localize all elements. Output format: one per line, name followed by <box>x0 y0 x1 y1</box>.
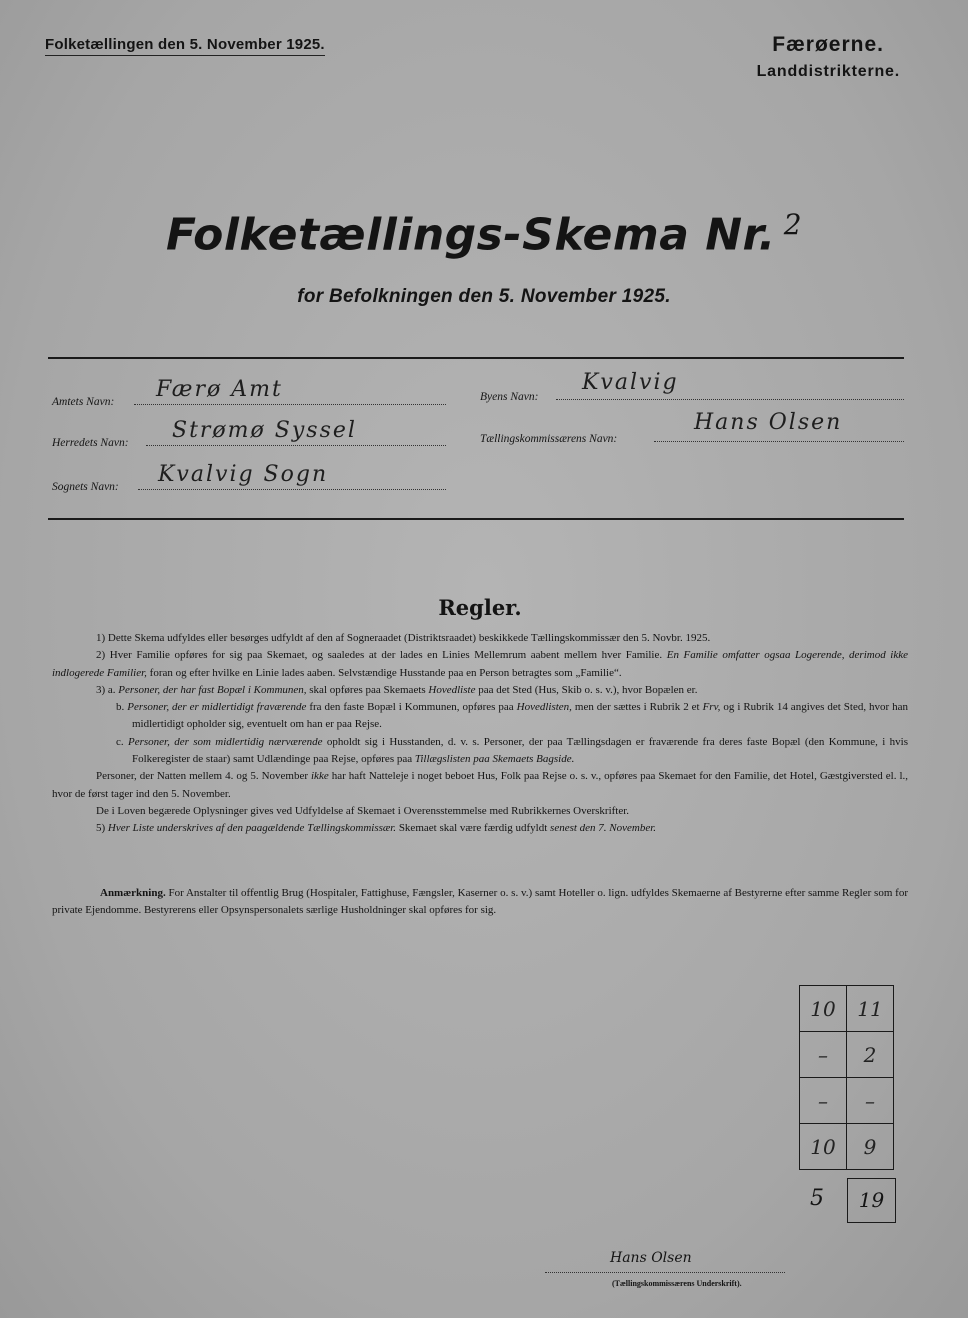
remark-label: Anmærkning. <box>100 887 166 899</box>
form-title-text: Folketællings-Skema Nr. <box>165 209 776 261</box>
tally-row <box>800 1124 894 1170</box>
kommissaer-label: Tællingskommissærens Navn: <box>480 433 618 445</box>
rule-5-text-a: Hver Liste underskrives af den paagældende Tællingskommissær. <box>107 822 397 835</box>
rule-4 <box>52 768 908 803</box>
rule-4-text-b: ikke <box>311 770 329 783</box>
rules-heading: Regler. <box>438 595 522 620</box>
tally-cell[interactable]: 11 <box>847 986 894 1032</box>
tally-cell[interactable]: – <box>800 1078 847 1124</box>
rule-2-text-a: 2) Hver Familie opføres for sig paa Skemaet, og saaledes at der lades en Linies Mellemrum aabent mellem hver Familie. <box>96 649 663 662</box>
rules-body <box>52 630 908 838</box>
signature-line[interactable] <box>545 1272 785 1273</box>
by-value: Kvalvig <box>582 370 679 395</box>
rule-3c-text-b: opholdt sig i Husstanden, d. v. s. Personer, der paa Tællingsdagen er fraværende fra deres faste Bopæl (den Kommune, i hvis Folkeregister de staar) samt Udlændinge paa Rejse, opføres paa <box>132 735 909 766</box>
tally-row <box>800 1078 894 1124</box>
tally-extra-left: 5 <box>810 1186 824 1211</box>
form-subtitle: for Befolkningen den 5. November 1925. <box>297 286 671 307</box>
sogn-field[interactable] <box>138 462 446 490</box>
amt-value: Færø Amt <box>156 377 283 402</box>
rule-3b <box>52 699 908 734</box>
kommissaer-value: Hans Olsen <box>694 410 843 435</box>
herred-field[interactable] <box>146 418 446 446</box>
rule-4-text-c: har haft Natteleje i noget beboet Hus, Folk paa Rejse o. s. v., opføres paa Skemaet for den Familie, det Hotel, Gæstgiversted el. l., hvor de først tager ind den 5. November. <box>52 770 909 800</box>
sogn-value: Kvalvig Sogn <box>158 462 329 487</box>
rule-3b-text-a: Personer, der er midlertidigt fraværende <box>127 701 307 714</box>
signature-handwritten: Hans Olsen <box>610 1250 692 1266</box>
rule-3a-text-b: skal opføres paa Skemaets <box>309 683 426 696</box>
rule-4-note: De i Loven begærede Oplysninger gives ved Udfyldelse af Skemaet i Overensstemmelse med Rubrikkernes Overskrifter. <box>96 804 630 817</box>
tally-row <box>800 1032 894 1078</box>
rule-3c-num: c. <box>116 735 124 748</box>
rule-3b-num: b. <box>116 701 125 714</box>
rule-3b-text-d: men der sættes i Rubrik 2 et <box>574 701 700 714</box>
tally-cell[interactable]: 10 <box>800 1124 847 1170</box>
header-region: Færøerne. <box>772 33 884 56</box>
rule-3c-text-c: Tillægslisten paa Skemaets Bagside. <box>414 753 575 766</box>
tally-grid <box>799 985 894 1170</box>
rule-3a-text-c: Hovedliste <box>428 683 476 696</box>
tally-cell[interactable]: – <box>800 1032 847 1078</box>
tally-cell[interactable]: 2 <box>847 1032 894 1078</box>
rule-2-text-c: foran og efter hvilke en Linie lades aaben. Selvstændige Husstande paa en Person betragtes som „Familie“. <box>149 666 622 679</box>
rule-3a-text-d: paa det Sted (Hus, Skib o. s. v.), hvor Bopælen er. <box>478 683 698 696</box>
rule-5-text-b: Skemaet skal være færdig udfyldt <box>398 822 548 835</box>
tally-row <box>800 986 894 1032</box>
rule-4-text-a: Personer, der Natten mellem 4. og 5. November <box>96 770 308 783</box>
tally-cell[interactable]: 9 <box>847 1124 894 1170</box>
rule-2-text-b: En Familie omfatter ogsaa Logerende, derimod ikke indlogerede Familier, <box>52 649 908 679</box>
herred-value: Strømø Syssel <box>172 418 357 443</box>
rule-5-text-c: senest den 7. November. <box>550 822 657 835</box>
by-label: Byens Navn: <box>480 391 539 403</box>
rule-1: 1) Dette Skema udfyldes eller besørges udfyldt af den af Sogneraadet (Distriktsraadet) beskikkede Tællingskommissær den 5. Novbr. 1925. <box>96 632 711 644</box>
herred-label: Herredets Navn: <box>52 437 129 449</box>
rule-3b-text-f: og i Rubrik 14 angives det Sted, hvor han midlertidigt opholder sig, eventuelt om han er paa Rejse. <box>132 701 909 731</box>
rule-3a-text-a: Personer, der har fast Bopæl i Kommunen, <box>118 683 307 696</box>
header-census-date: Folketællingen den 5. November 1925. <box>45 36 325 56</box>
tally-cell[interactable]: 10 <box>800 986 847 1032</box>
rule-3a <box>52 682 908 699</box>
fields-divider <box>48 518 904 520</box>
rule-3a-num: 3) a. <box>96 683 116 696</box>
tally-cell[interactable]: – <box>847 1078 894 1124</box>
by-field[interactable] <box>556 370 904 400</box>
rule-2 <box>52 647 908 682</box>
rule-3c-text-a: Personer, der som midlertidig nærværende <box>128 735 323 748</box>
rule-3b-text-b: fra den faste Bopæl i Kommunen, opføres paa <box>309 701 514 714</box>
kommissaer-field[interactable] <box>654 410 904 442</box>
amt-field[interactable] <box>134 377 446 405</box>
form-number-handwritten: 2 <box>783 208 803 241</box>
header-district-type: Landdistrikterne. <box>756 63 900 80</box>
rule-5 <box>52 820 908 837</box>
rule-5-num: 5) <box>96 822 106 835</box>
remark-text: For Anstalter til offentlig Brug (Hospitaler, Fattighuse, Fængsler, Kaserner o. s. v.) samt Hoteller o. lign. udfyldes Skemaerne af Bestyrerne efter samme Regler som for private Ejendomme. Bestyrerens eller Opsynspersonalets særlige Husholdninger skal opføres for sig. <box>52 887 909 917</box>
remark-paragraph <box>52 885 908 920</box>
sogn-label: Sognets Navn: <box>52 481 119 493</box>
tally-extra-box[interactable]: 19 <box>847 1178 896 1223</box>
rule-3b-text-c: Hovedlisten, <box>516 701 572 714</box>
signature-caption: (Tællingskommissærens Underskrift). <box>612 1279 742 1288</box>
amt-label: Amtets Navn: <box>52 396 115 408</box>
form-title <box>0 208 968 261</box>
rule-3b-text-e: Frv, <box>702 701 721 714</box>
top-divider <box>48 357 904 359</box>
rule-3c <box>52 734 908 769</box>
